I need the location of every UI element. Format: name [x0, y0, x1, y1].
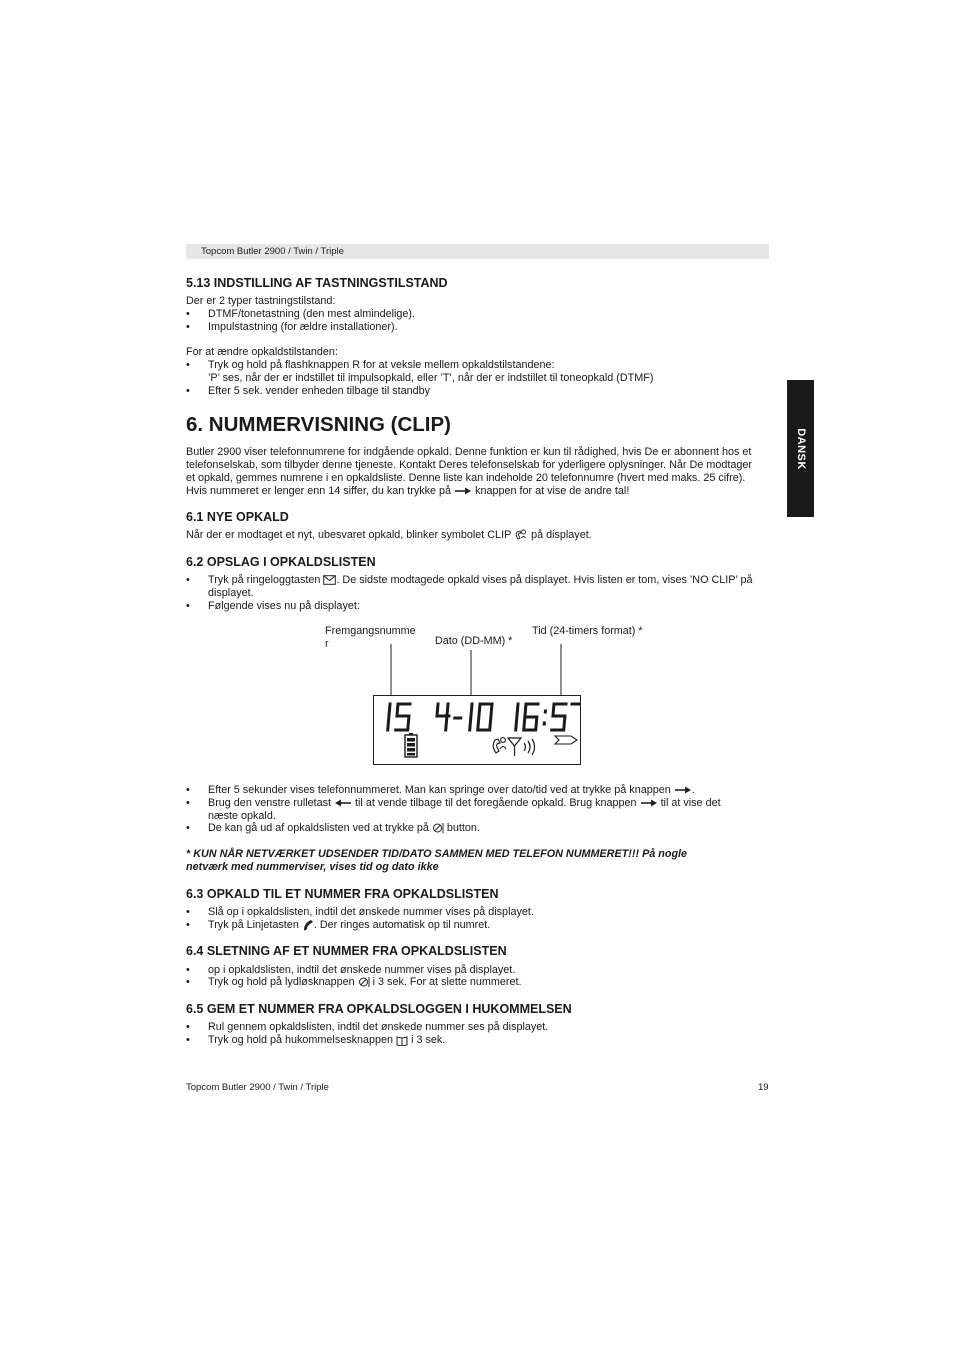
arrow-tag-icon — [555, 736, 577, 744]
clip-phone-icon — [493, 738, 506, 753]
line-key-handset-icon — [302, 919, 314, 931]
section-5-13-intro: Der er 2 typer tastningstilstand: — [186, 295, 336, 307]
language-tab-label: DANSK — [794, 427, 807, 470]
paragraph-line: et opkald, gemmes numrene i en opkaldsliste. Denne liste kan indeholde 20 telefonnumre (hvert med maks. 25 cifre). — [186, 472, 746, 484]
footer-title: Topcom Butler 2900 / Twin / Triple — [186, 1082, 329, 1093]
section-6-5-title: 6.5 GEM ET NUMMER FRA OPKALDSLOGGEN I HUKOMMELSEN — [186, 1002, 572, 1016]
lcd-sequence-digits — [388, 704, 410, 730]
arrow-left-icon — [334, 799, 352, 807]
paragraph-line: Butler 2900 viser telefonnumrene for indgående opkald. Denne funktion er kun til rådighed, hvis De er abonnent hos et — [186, 446, 752, 458]
paragraph-line: Hvis nummeret er lenger enn 14 siffer, du kan trykke på knappen for at vise de andre tal! — [186, 485, 630, 497]
battery-icon — [405, 733, 417, 757]
section-6-4-title: 6.4 SLETNING AF ET NUMMER FRA OPKALDSLISTEN — [186, 944, 507, 958]
footnote-line: * KUN NÅR NETVÆRKET UDSENDER TID/DATO SAMMEN MED TELEFON NUMMERET!!! På nogle — [186, 848, 688, 860]
memory-book-icon — [396, 1035, 408, 1046]
section-5-13-change-intro: For at ændre opkaldstilstanden: — [186, 346, 338, 358]
list-item-continuation: næste opkald. — [208, 810, 276, 822]
lcd-time-digits — [516, 704, 580, 730]
lcd-date-digits — [436, 704, 492, 730]
list-item-continuation: displayet. — [208, 587, 254, 599]
paragraph-line: telefonselskab, som tilbyder denne tjeneste. Kontakt Deres telefonselskab for yderligere oplysninger. Når De modtager — [186, 459, 752, 471]
antenna-icon — [508, 738, 535, 756]
section-6-2-title: 6.2 OPSLAG I OPKALDSLISTEN — [186, 555, 376, 569]
leader-lines — [380, 640, 580, 696]
section-6-1-text: Når der er modtaget et nyt, ubesvaret opkald, blinker symbolet CLIP på displayet. — [186, 529, 592, 541]
section-6-1-title: 6.1 NYE OPKALD — [186, 510, 289, 524]
footnote-line: netværk med nummerviser, vises tid og dato ikke — [186, 861, 439, 873]
label-sequence-number: Fremgangsnumme — [325, 625, 416, 637]
mute-button-icon — [358, 976, 370, 988]
arrow-right-icon — [640, 799, 658, 807]
label-time: Tid (24-timers format) * — [532, 625, 643, 637]
lcd-display — [373, 695, 581, 765]
section-6-title: 6. NUMMERVISNING (CLIP) — [186, 413, 451, 436]
page-number: 19 — [758, 1082, 769, 1093]
list-item-continuation: ’P’ ses, når der er indstillet til impulsopkald, eller ’T’, når der er indstillet til toneopkald (DTMF) — [208, 372, 654, 384]
arrow-right-icon — [454, 487, 472, 495]
envelope-icon — [323, 575, 336, 585]
label-sequence-number-wrap: r — [325, 638, 329, 650]
arrow-right-icon — [674, 786, 692, 794]
header-title: Topcom Butler 2900 / Twin / Triple — [201, 246, 344, 257]
section-6-3-title: 6.3 OPKALD TIL ET NUMMER FRA OPKALDSLISTEN — [186, 887, 499, 901]
clip-phone-icon — [514, 529, 528, 541]
section-5-13-title: 5.13 INDSTILLING AF TASTNINGSTILSTAND — [186, 276, 448, 290]
label-date: Dato (DD-MM) * — [435, 635, 513, 647]
language-tab — [787, 380, 814, 517]
mute-button-icon — [432, 822, 444, 834]
